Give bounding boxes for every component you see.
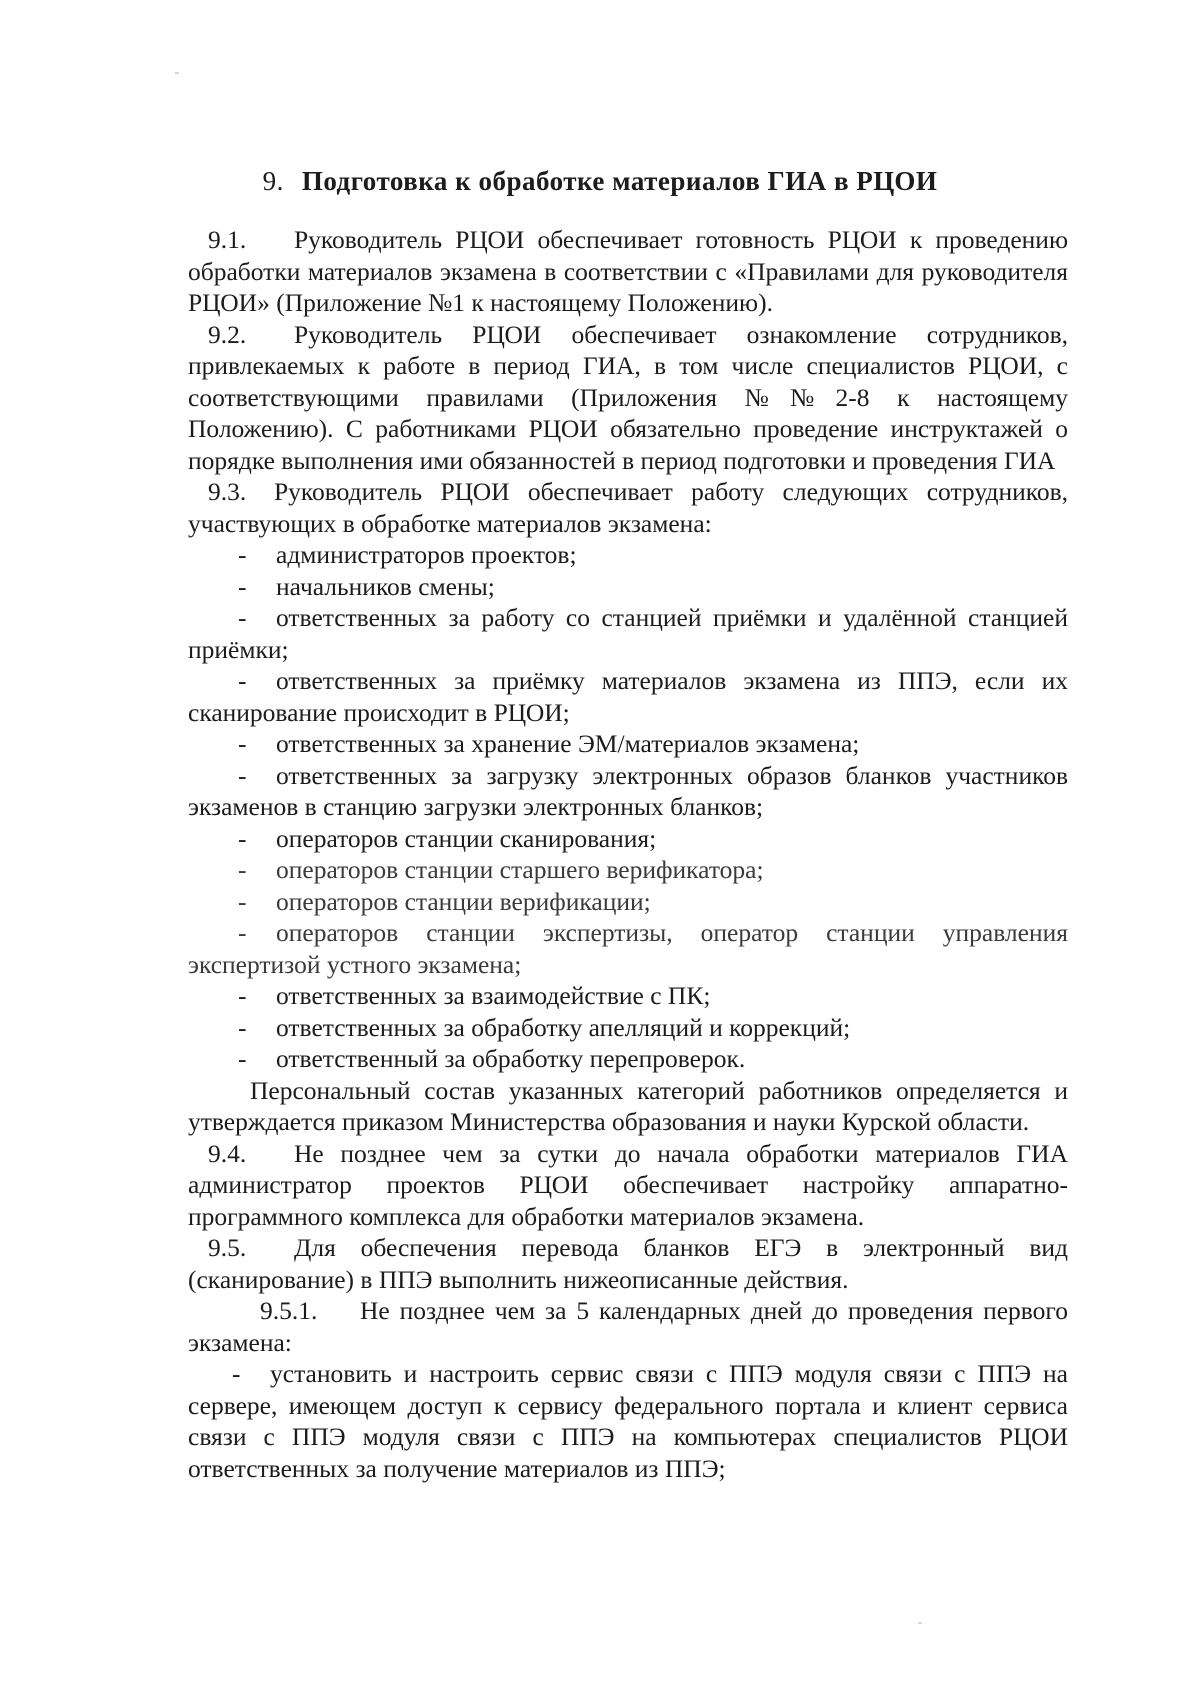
list-item-text: установить и настроить сервис связи с ППЭ модуля связи с ППЭ на сервере, имеющем доступ к сервису федерального портала и клиент сервиса связи с ППЭ модуля связи с ППЭ на компьютерах специалистов РЦОИ ответственных за получение материалов из ППЭ; (188, 1359, 1068, 1483)
list-dash: - (232, 1359, 241, 1388)
list-item-text: операторов станции старшего верификатора; (276, 855, 764, 884)
paragraph-text: Руководитель РЦОИ обеспечивает готовность РЦОИ к проведению обработки материалов экзамена в соответствии с «Правилами для руководителя РЦОИ» (Приложение №1 к настоящему Положению). (188, 225, 1068, 317)
paragraph-text: Руководитель РЦОИ обеспечивает ознакомление сотрудников, привлекаемых к работе в период ГИА, в том числе специалистов РЦОИ, с соответствующими правилами (Приложения №№2-8 к настоящему Положению). С работниками РЦОИ обязательно проведение инструктажей о порядке выполнения ими обязанностей в период подготовки и проведения ГИА (188, 319, 1068, 475)
list-dash: - (238, 571, 247, 601)
list-item-text: ответственных за приёмку материалов экзамена из ППЭ, если их сканирование происходит в РЦОИ; (188, 666, 1068, 727)
list-dash: - (238, 886, 247, 916)
list-item (188, 1012, 1068, 1044)
staff-list (188, 539, 1068, 1075)
list-item-text: ответственных за работу со станцией приёмки и удалённой станцией приёмки; (188, 603, 1068, 664)
list-item (188, 571, 1068, 603)
paragraph-number: 9.3. (208, 477, 247, 506)
paragraph-text: Не позднее чем за 5 календарных дней до проведения первого экзамена: (188, 1296, 1068, 1357)
personnel-note: Персональный состав указанных категорий работников определяется и утверждается приказом Министерства образования и науки Курской области. (188, 1075, 1068, 1136)
list-item (188, 1043, 1068, 1075)
list-item (188, 854, 1068, 886)
list-dash: - (238, 823, 247, 853)
list-item-text: начальников смены; (276, 571, 495, 601)
document-body (188, 224, 1068, 1484)
list-item (188, 728, 1068, 760)
paragraph-9-3 (188, 476, 1068, 539)
list-item-text: операторов станции сканирования; (276, 823, 657, 853)
paragraph-number: 9.5. (208, 1233, 247, 1262)
list-dash: - (238, 603, 247, 632)
list-item-text: ответственных за взаимодействие с ПК; (276, 981, 711, 1010)
list-dash: - (238, 540, 247, 569)
list-dash: - (238, 729, 247, 758)
paragraph-text: Руководитель РЦОИ обеспечивает работу следующих сотрудников, участвующих в обработке материалов экзамена: (188, 477, 1068, 538)
list-item-text: ответственных за обработку апелляций и коррекций; (276, 1012, 851, 1042)
list-dash: - (238, 981, 247, 1010)
scan-speck (175, 72, 179, 74)
list-item (188, 823, 1068, 855)
list-item-text: операторов станции экспертизы, оператор станции управления экспертизой устного экзамена; (188, 918, 1068, 979)
paragraph-number: 9.1. (208, 225, 247, 254)
list-dash: - (238, 855, 247, 884)
list-item (188, 760, 1068, 823)
paragraph-9-5 (188, 1232, 1068, 1295)
list-dash: - (238, 1044, 247, 1073)
section-title: Подготовка к обработке материалов ГИА в РЦОИ (301, 166, 938, 196)
paragraph-number: 9.2. (208, 319, 247, 349)
paragraph-number: 9.4. (208, 1138, 247, 1168)
list-item-setup (188, 1358, 1068, 1484)
paragraph-text: Не позднее чем за сутки до начала обработки материалов ГИА администратор проектов РЦОИ обеспечивает настройку аппаратно-программного комплекса для обработки материалов экзамена. (188, 1138, 1068, 1231)
list-item-text: ответственных за хранение ЭМ/материалов экзамена; (276, 729, 860, 758)
scan-speck (918, 1622, 922, 1624)
paragraph-9-1 (188, 224, 1068, 319)
section-heading (0, 166, 1200, 197)
list-item (188, 980, 1068, 1012)
list-item (188, 602, 1068, 665)
list-item-text: ответственных за загрузку электронных образов бланков участников экзаменов в станцию загрузки электронных бланков; (188, 760, 1068, 821)
paragraph-9-4 (188, 1138, 1068, 1233)
paragraph-text: Для обеспечения перевода бланков ЕГЭ в электронный вид (сканирование) в ППЭ выполнить нижеописанные действия. (188, 1233, 1068, 1294)
list-item-text: операторов станции верификации; (276, 886, 651, 916)
list-item (188, 886, 1068, 918)
list-dash: - (238, 666, 247, 695)
paragraph-number: 9.5.1. (260, 1296, 318, 1325)
list-dash: - (238, 918, 247, 947)
list-item (188, 917, 1068, 980)
paragraph-9-2 (188, 319, 1068, 477)
list-item (188, 539, 1068, 571)
paragraph-9-5-1 (188, 1295, 1068, 1358)
list-dash: - (238, 760, 247, 790)
list-item-text: ответственный за обработку перепроверок. (276, 1044, 746, 1073)
list-item-text: администраторов проектов; (276, 540, 577, 569)
list-item (188, 665, 1068, 728)
list-dash: - (238, 1012, 247, 1042)
section-number: 9. (262, 166, 284, 196)
